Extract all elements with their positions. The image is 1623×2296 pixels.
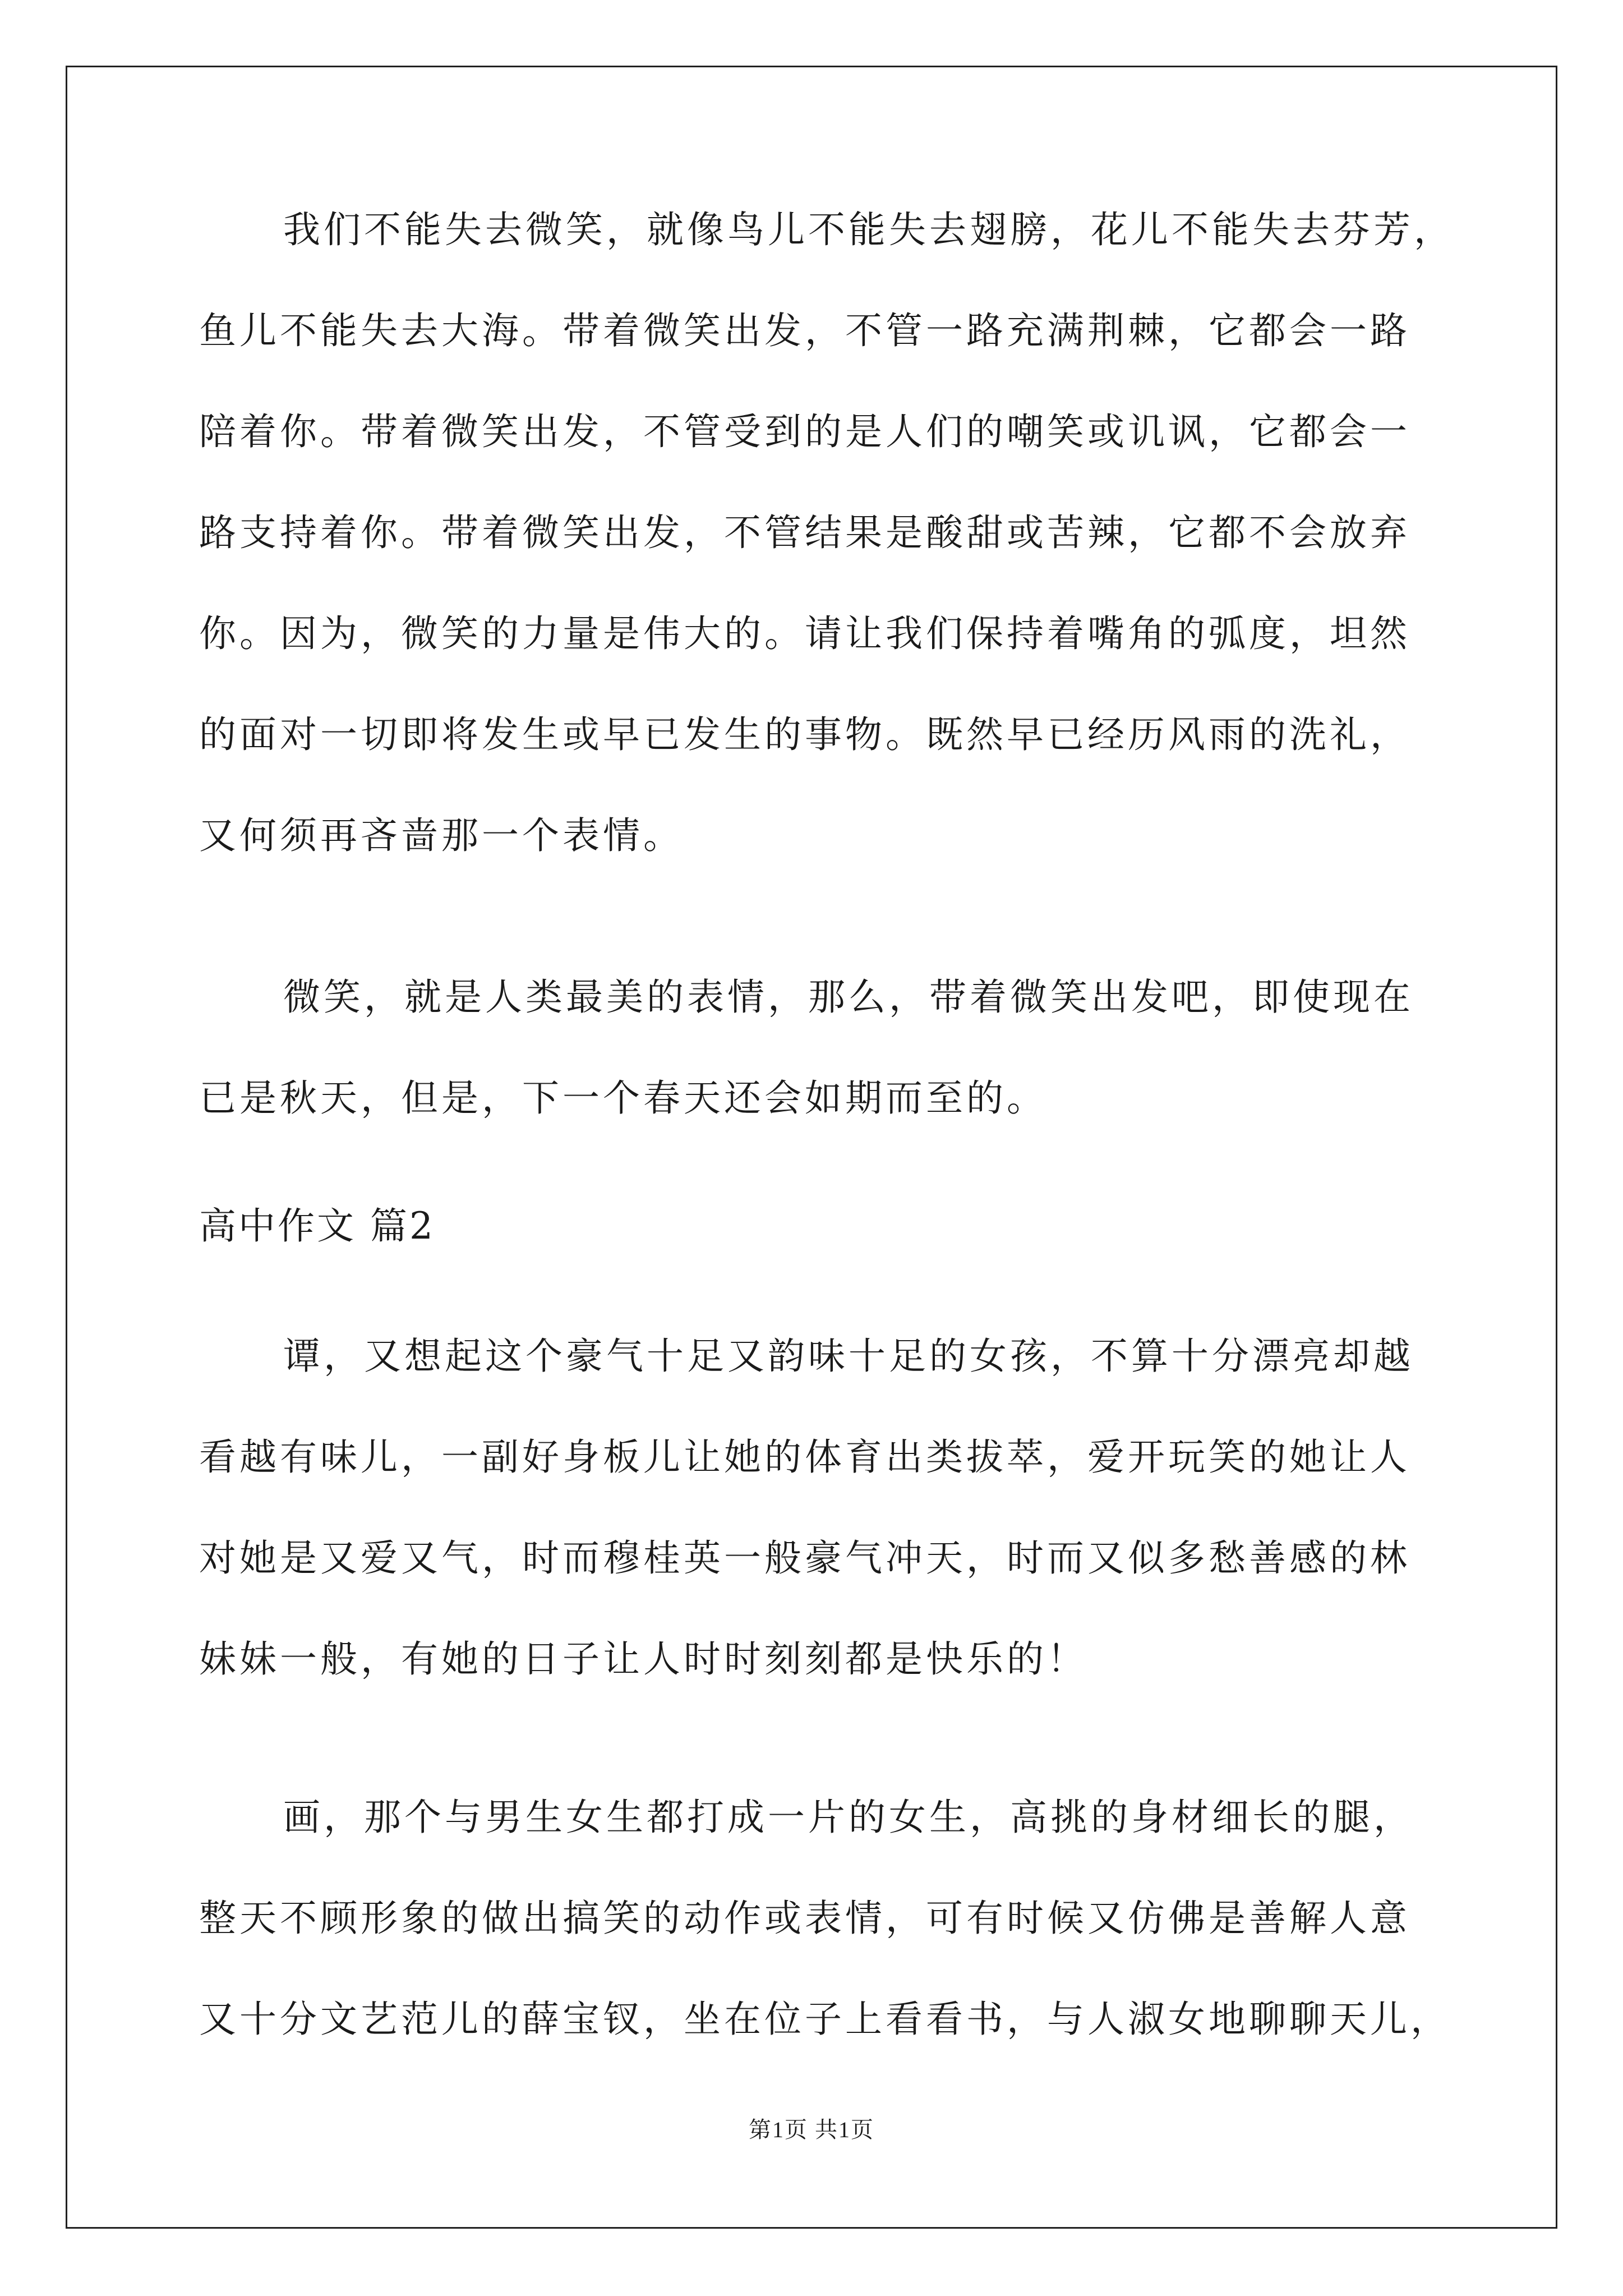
paragraph-line: 整天不顾形象的做出搞笑的动作或表情，可有时候又仿佛是善解人意 [199, 1897, 1410, 1940]
paragraph-line: 微笑，就是人类最美的表情，那么，带着微笑出发吧，即使现在 [283, 976, 1414, 1019]
paragraph-line: 妹妹一般，有她的日子让人时时刻刻都是快乐的！ [199, 1637, 1087, 1681]
paragraph-line: 谭，又想起这个豪气十足又韵味十足的女孩，不算十分漂亮却越 [283, 1335, 1414, 1378]
paragraph-line: 已是秋天，但是，下一个春天还会如期而至的。 [199, 1076, 1047, 1120]
paragraph-line: 对她是又爱又气，时而穆桂英一般豪气冲天，时而又似多愁善感的林 [199, 1536, 1410, 1580]
page-number-footer: 第1页 共1页 [749, 2117, 874, 2142]
paragraph-line: 陪着你。带着微笑出发，不管受到的是人们的嘲笑或讥讽，它都会一 [199, 410, 1410, 453]
section-heading: 高中作文 篇2 [199, 1204, 435, 1248]
paragraph-line: 又十分文艺范儿的薛宝钗，坐在位子上看看书，与人淑女地聊聊天儿， [199, 1998, 1451, 2041]
paragraph-line: 的面对一切即将发生或早已发生的事物。既然早已经历风雨的洗礼， [199, 713, 1410, 756]
paragraph-line: 路支持着你。带着微笑出发，不管结果是酸甜或苦辣，它都不会放弃 [199, 511, 1410, 554]
paragraph-line: 你。因为，微笑的力量是伟大的。请让我们保持着嘴角的弧度，坦然 [199, 612, 1410, 655]
paragraph-line: 看越有味儿，一副好身板儿让她的体育出类拔萃，爱开玩笑的她让人 [199, 1435, 1410, 1479]
paragraph-line: 我们不能失去微笑，就像鸟儿不能失去翅膀，花儿不能失去芬芳， [283, 208, 1454, 251]
paragraph-line: 画，那个与男生女生都打成一片的女生，高挑的身材细长的腿， [283, 1796, 1414, 1839]
paragraph-line: 鱼儿不能失去大海。带着微笑出发，不管一路充满荆棘，它都会一路 [199, 309, 1410, 352]
paragraph-line: 又何须再吝啬那一个表情。 [199, 814, 684, 857]
